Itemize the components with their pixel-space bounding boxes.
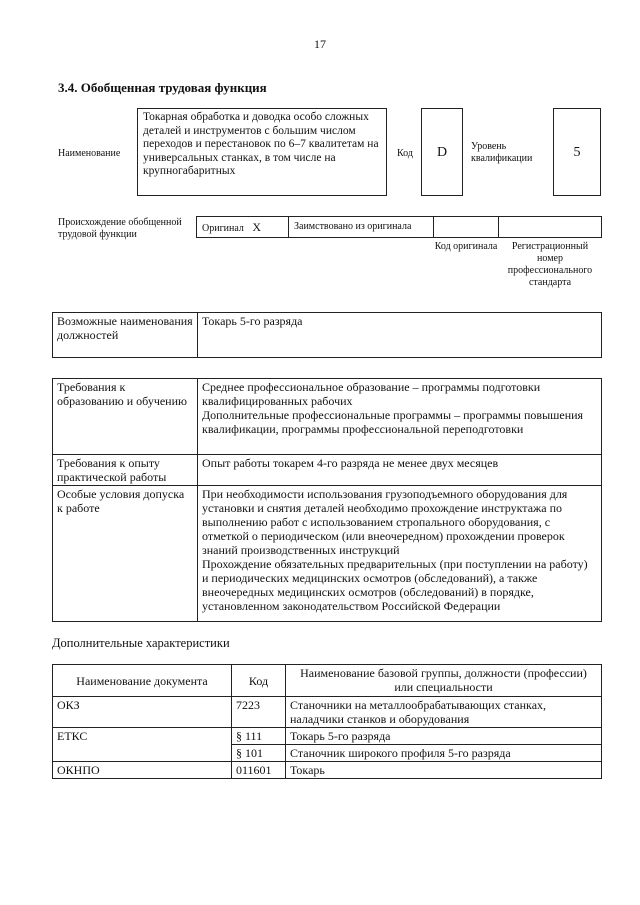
code-label: Код (397, 148, 413, 159)
conditions-value (198, 486, 602, 622)
level-value-box (553, 108, 601, 196)
header-code: Код (232, 665, 286, 697)
row-name: Токарь (286, 762, 602, 779)
row-code: 011601 (232, 762, 286, 779)
name-value: Токарная обработка и доводка особо сложных деталей и инструментов с большим числом переходов и перестановок по 6–7 квалитетам на универсальных станках, в том числе на крупногабаритных (143, 111, 379, 177)
education-label: Требования к образованию и обучению (53, 379, 198, 455)
row-doc: ОКЗ (53, 697, 232, 728)
level-value: 5 (573, 145, 581, 160)
section-title: 3.4. Обобщенная трудовая функция (58, 80, 267, 95)
additional-title: Дополнительные характеристики (52, 636, 230, 650)
row-doc: ОКНПО (53, 762, 232, 779)
reg-number-cell (498, 216, 602, 238)
row-doc: ЕТКС (53, 728, 232, 762)
row-name: Станочники на металлообрабатывающих станках, наладчики станков и оборудования (286, 697, 602, 728)
name-value-box (137, 108, 387, 196)
table-row (53, 455, 602, 486)
origin-label: Происхождение обобщенной трудовой функции (58, 217, 182, 240)
table-row (53, 379, 602, 455)
education-line: Дополнительные профессиональные программы – программы повышения квалификации, программы профессиональной переподготовки (202, 408, 584, 436)
positions-value: Токарь 5-го разряда (198, 313, 602, 358)
row-name: Станочник широкого профиля 5-го разряда (286, 745, 602, 762)
table-row (53, 313, 602, 358)
code-caption: Код оригинала (434, 241, 498, 252)
code-value-box (421, 108, 463, 196)
positions-table (52, 312, 602, 358)
table-row (53, 728, 602, 745)
borrowed-label: Заимствовано из оригинала (294, 221, 412, 232)
table-row (53, 697, 602, 728)
conditions-label: Особые условия допуска к работе (53, 486, 198, 622)
experience-label: Требования к опыту практической работы (53, 455, 198, 486)
reg-caption: Регистрационный номер профессионального стандарта (507, 241, 593, 288)
level-label: Уровень квалификации (471, 141, 533, 164)
code-value: D (436, 145, 448, 160)
experience-line: Опыт работы токарем 4-го разряда не менее двух месяцев (202, 456, 499, 470)
original-label: Оригинал (202, 223, 244, 234)
education-value (198, 379, 602, 455)
table-row (53, 486, 602, 622)
original-cell (196, 216, 289, 238)
conditions-line: Прохождение обязательных предварительных (при поступлении на работу) и периодических медицинских осмотров (обследований), а также внеочередных медицинских осмотров (обследований) в порядке, установленном законодательством Российской Федерации (202, 557, 588, 613)
experience-value (198, 455, 602, 486)
row-code: § 101 (232, 745, 286, 762)
row-code: 7223 (232, 697, 286, 728)
borrowed-cell (288, 216, 434, 238)
table-header-row (53, 665, 602, 697)
conditions-line: При необходимости использования грузоподъемного оборудования для установки и снятия деталей необходимо прохождение инструктажа по выполнению работ с использованием стропального оборудования, с отметкой о периодическом (или внеочередном) прохождении проверок знаний производственных инструкций (202, 487, 568, 557)
positions-label: Возможные наименования должностей (53, 313, 198, 358)
additional-table (52, 664, 602, 779)
row-code: § 111 (232, 728, 286, 745)
row-name: Токарь 5-го разряда (286, 728, 602, 745)
page-number: 17 (314, 37, 326, 51)
header-name: Наименование базовой группы, должности (профессии) или специальности (286, 665, 602, 697)
requirements-table (52, 378, 602, 622)
original-code-cell (433, 216, 499, 238)
header-doc: Наименование документа (53, 665, 232, 697)
table-row (53, 762, 602, 779)
education-line: Среднее профессиональное образование – программы подготовки квалифицированных рабочих (202, 380, 541, 408)
original-mark: X (252, 220, 262, 234)
name-label: Наименование (58, 148, 121, 159)
